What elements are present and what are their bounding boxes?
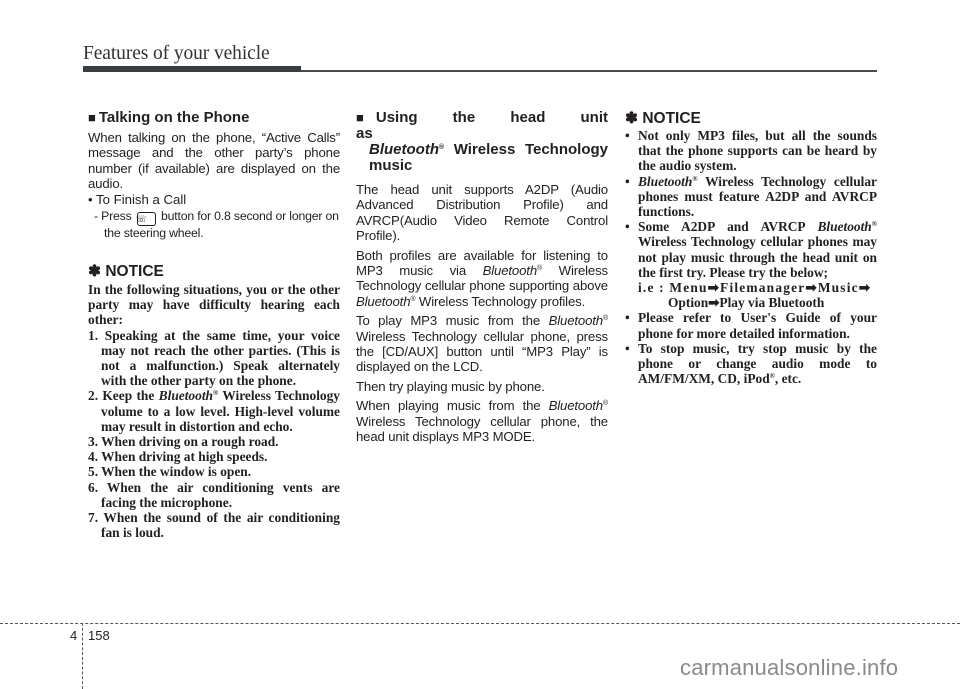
- watermark-link[interactable]: carmanualsonline.info: [680, 655, 899, 680]
- menu-path: i.e : Menu➡Filemanager➡Music➡ Option➡Play via Bluetooth: [638, 280, 872, 311]
- list-item: 2. Keep the Bluetooth® Wireless Technology volume to a low level. High-level volume may result in distortion and echo.: [88, 388, 340, 434]
- finish-call-bullet: • To Finish a Call: [88, 191, 187, 207]
- asterisk-icon: ✽: [88, 263, 101, 281]
- list-item: • Please refer to User's Guide of your phone for more detailed information.: [625, 310, 877, 341]
- section-title-bluetooth-music: ■ Using the head unit as Bluetooth® Wireless Technology music: [356, 109, 609, 174]
- footer-dashed-divider: [82, 623, 83, 689]
- list-item: 1. Speaking at the same time, your voice may not reach the other parties. (This is not a malfunction.) Speak alternately with the other party on the phone.: [88, 327, 340, 389]
- finish-call-instruction: - Press ☏ button for 0.8 second or longer on the steering wheel.: [94, 209, 339, 241]
- chapter-number: 4: [70, 628, 78, 643]
- paragraph-mp3-mode: When playing music from the Bluetooth® Wireless Technology cellular phone, the head unit displays MP3 MODE.: [356, 398, 608, 445]
- header-rule-thick: [83, 66, 301, 72]
- asterisk-icon: ✽: [625, 110, 638, 127]
- notice-bullets: [625, 128, 877, 386]
- section-title-talking: ■ Talking on the Phone: [88, 109, 250, 126]
- paragraph-a2dp: The head unit supports A2DP (Audio Advanced Distribution Profile) and AVRCP(Audio Video Remote Control Profile).: [356, 182, 608, 244]
- notice-list: [88, 328, 340, 541]
- notice-title: ✽ NOTICE: [88, 263, 164, 281]
- column-bluetooth-music: [356, 110, 608, 445]
- square-bullet-icon: ■: [88, 110, 96, 125]
- paragraph-play-mp3: To play MP3 music from the Bluetooth® Wireless Technology cellular phone, press the [CD/AUX] button until “MP3 Play” is displayed on the LCD.: [356, 313, 608, 375]
- talking-intro: When talking on the phone, “Active Calls” message and the other party’s phone number (if available) are displayed on the audio.: [88, 130, 340, 192]
- list-item: • Some A2DP and AVRCP Bluetooth® Wireless Technology cellular phones may not play music through the head unit on the first try. Please try the below;: [625, 219, 877, 280]
- notice-title: ✽ NOTICE: [625, 110, 701, 127]
- column-talking-on-phone: [88, 110, 340, 540]
- footer-dashed-rule: [0, 623, 960, 624]
- column-notice-2: [625, 110, 877, 386]
- paragraph-try-phone: Then try playing music by phone.: [356, 378, 545, 394]
- notice-block-1: [88, 263, 340, 540]
- page-number: 158: [88, 628, 110, 643]
- list-item: 7. When the sound of the air conditioning fan is loud.: [88, 510, 340, 541]
- list-item: • Bluetooth® Wireless Technology cellular phones must feature A2DP and AVRCP functions.: [625, 173, 878, 220]
- list-item: • To stop music, try stop music by the phone or change audio mode to AM/FM/XM, CD, iPod®, etc.: [625, 340, 877, 387]
- square-bullet-icon: ■: [356, 110, 373, 125]
- list-item: 6. When the air conditioning vents are facing the microphone.: [88, 479, 341, 510]
- list-item: 3. When driving on a rough road.: [88, 434, 279, 450]
- list-item: • Not only MP3 files, but all the sounds that the phone supports can be heard by the audio system.: [625, 128, 877, 174]
- header-rule-thin: [301, 70, 877, 72]
- phone-button-icon: ☏: [137, 212, 156, 226]
- page-header-title: Features of your vehicle: [83, 43, 270, 64]
- list-item: 5. When the window is open.: [88, 464, 252, 480]
- notice-intro: In the following situations, you or the other party may have difficulty hearing each other:: [88, 282, 340, 328]
- paragraph-profiles: Both profiles are available for listening to MP3 music via Bluetooth® Wireless Technology cellular phone supporting above Bluetooth® Wireless Technology profiles.: [356, 247, 608, 309]
- list-item: 4. When driving at high speeds.: [88, 449, 268, 465]
